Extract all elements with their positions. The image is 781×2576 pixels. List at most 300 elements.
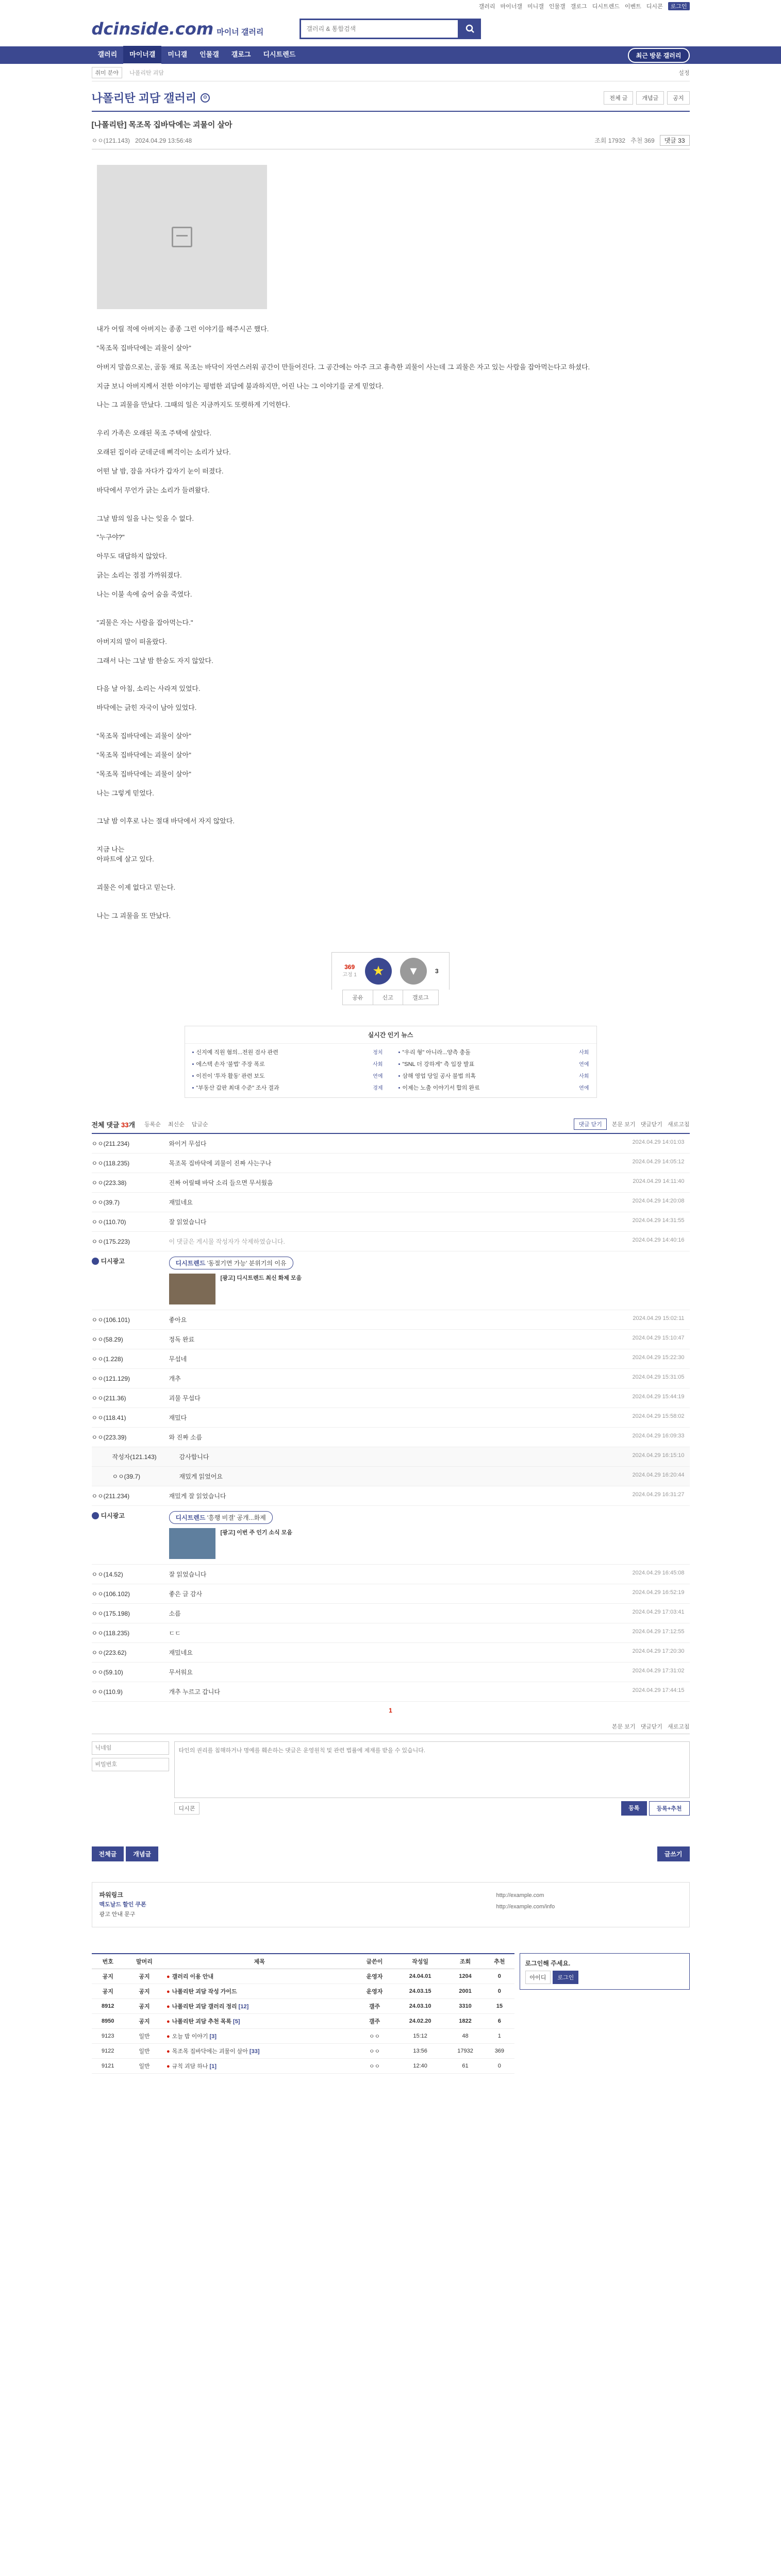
comment-tool-button[interactable]: 본문 보기 bbox=[611, 1122, 636, 1128]
comment-text: 감사합니다 bbox=[179, 1453, 209, 1461]
gallery-tool-button[interactable]: 전체 글 bbox=[604, 91, 633, 105]
comment-nick[interactable]: ㅇㅇ(223.38) bbox=[91, 1179, 127, 1187]
post-image[interactable] bbox=[97, 165, 267, 309]
list-head: 공지 bbox=[124, 1984, 164, 1998]
body-paragraph: 어떤 날 밤, 잠을 자다가 갑자기 눈이 떠졌다. bbox=[96, 467, 224, 475]
list-head: 공지 bbox=[124, 1969, 164, 1984]
main-nav bbox=[0, 46, 781, 64]
logo-main[interactable]: dcinside.com bbox=[91, 19, 214, 39]
top-link[interactable]: 로그인 bbox=[668, 2, 690, 10]
top-link[interactable]: 이벤트 bbox=[624, 4, 641, 10]
comment-nick[interactable]: ㅇㅇ(118.235) bbox=[91, 1160, 130, 1167]
comment-row bbox=[92, 1134, 690, 1154]
comment-row bbox=[92, 1447, 690, 1467]
list-title[interactable] bbox=[164, 1969, 355, 1984]
hot-news-title: 실시간 인기 뉴스 bbox=[185, 1026, 596, 1044]
comment-count-title: 전체 댓글 33개 bbox=[91, 1121, 136, 1129]
login-button[interactable]: 로그인 bbox=[553, 1971, 578, 1984]
list-comment-count: [12] bbox=[238, 2003, 249, 2010]
comment-nick[interactable]: ㅇㅇ(121.129) bbox=[91, 1375, 130, 1382]
gallery-tool-button[interactable]: 개념글 bbox=[636, 91, 664, 105]
post-icon: ● bbox=[166, 2033, 170, 2040]
paragraph-gap bbox=[97, 581, 685, 590]
nav-item[interactable]: 마이너갤 bbox=[123, 46, 161, 65]
comment-date: 2024.04.29 14:40:16 bbox=[632, 1237, 685, 1243]
list-rec: 369 bbox=[485, 2043, 514, 2058]
comment-text: 좋은 글 감사 bbox=[169, 1590, 203, 1598]
comment-nick[interactable]: ㅇㅇ(110.9) bbox=[91, 1688, 123, 1696]
list-title-text[interactable]: 규칙 괴담 하나 bbox=[172, 2063, 208, 2070]
gallery-tools bbox=[604, 91, 689, 105]
comment-row bbox=[92, 1388, 690, 1408]
comment-text: 잘 읽었습니다 bbox=[169, 1218, 207, 1226]
powerlink-item[interactable]: 광고 안내 문구 bbox=[99, 1911, 136, 1918]
comment-tool-button[interactable]: 새로고침 bbox=[667, 1122, 690, 1128]
news-item-badge: 사회 bbox=[579, 1073, 589, 1079]
list-row[interactable] bbox=[92, 2043, 514, 2058]
news-item-text[interactable]: 신지예 직원 혐의...전원 검사 관련 bbox=[196, 1049, 278, 1056]
ad-comment-1[interactable]: 디시광고 디시트렌드 '동절기면 가능' 분위기의 이유 [광고] 디시트렌드 최신 화제 모음 bbox=[92, 1251, 690, 1310]
list-no: 9123 bbox=[92, 2028, 124, 2043]
comment-nick[interactable]: ㅇㅇ(118.235) bbox=[91, 1630, 130, 1637]
body-paragraph: "목조목 집바닥에는 괴물이 살아" bbox=[96, 770, 191, 778]
login-id-button[interactable]: 아이디 bbox=[525, 1971, 551, 1984]
news-item-badge: 경제 bbox=[373, 1085, 383, 1091]
comment-tool-button[interactable]: 댓글 닫기 bbox=[574, 1118, 607, 1130]
dc-logo-icon bbox=[92, 1512, 99, 1519]
body-paragraph: 지금 나는 bbox=[96, 845, 125, 854]
comment-nick[interactable]: ㅇㅇ(106.102) bbox=[91, 1590, 130, 1598]
category-tag[interactable]: 취미 분야 bbox=[92, 67, 123, 78]
comment-date: 2024.04.29 15:22:30 bbox=[632, 1354, 685, 1361]
write-post-button[interactable]: 글쓰기 bbox=[657, 1846, 690, 1861]
gallery-tool-button[interactable]: 공지 bbox=[667, 91, 689, 105]
news-item-text[interactable]: 에스텍 손자 '불법' 주장 폭로 bbox=[196, 1061, 265, 1067]
body-paragraph: 내가 어릴 적에 아버지는 종종 그런 이야기를 해주시곤 했다. bbox=[96, 325, 269, 333]
dccon-button[interactable]: 디시콘 bbox=[174, 1802, 200, 1815]
recommend-up-button[interactable] bbox=[365, 958, 392, 985]
search-button[interactable] bbox=[459, 19, 481, 39]
search-icon bbox=[466, 24, 475, 33]
list-writer[interactable]: 갤주 bbox=[354, 1998, 394, 2013]
list-rec: 6 bbox=[485, 2013, 514, 2028]
breadcrumb[interactable]: 나폴리탄 괴담 bbox=[129, 70, 164, 76]
list-header: 제목 bbox=[164, 1954, 355, 1969]
list-no: 8912 bbox=[92, 1998, 124, 2013]
list-title[interactable] bbox=[164, 2013, 355, 2028]
thumbs-down-icon: ▼ bbox=[408, 964, 419, 977]
paragraph-gap bbox=[97, 694, 685, 703]
body-paragraph: 나는 그렇게 믿었다. bbox=[96, 789, 154, 797]
list-row[interactable] bbox=[92, 2013, 514, 2028]
logo-sub[interactable]: 마이너 갤러리 bbox=[217, 28, 264, 37]
comment-nick[interactable]: ㅇㅇ(110.70) bbox=[91, 1218, 126, 1226]
comment-row bbox=[92, 1154, 690, 1173]
recommend-action-button[interactable]: 신고 bbox=[373, 990, 403, 1005]
list-title-text[interactable]: 나폴리탄 괴담 갤러리 정리 bbox=[172, 2003, 237, 2010]
nav-item[interactable]: 인물갤 bbox=[200, 50, 219, 58]
comment-row: ㅇㅇ(211.234) 재밌게 잘 읽었습니다 2024.04.29 16:31:27 bbox=[92, 1486, 690, 1506]
list-head: 공지 bbox=[124, 1998, 164, 2013]
comment-text: 재밌네요 bbox=[169, 1649, 193, 1656]
recommend-action-button[interactable]: 공유 bbox=[343, 990, 373, 1005]
site-logo[interactable] bbox=[92, 19, 264, 39]
bullet-icon: • bbox=[398, 1049, 401, 1056]
comment-text: 재밌네요 bbox=[169, 1199, 193, 1206]
news-item[interactable] bbox=[192, 1059, 383, 1071]
paragraph-gap bbox=[97, 419, 685, 429]
comment-date: 2024.04.29 17:12:55 bbox=[632, 1629, 685, 1635]
list-title[interactable] bbox=[164, 2058, 355, 2073]
post-icon: ● bbox=[166, 1988, 170, 1995]
list-date: 24.03.10 bbox=[394, 1998, 445, 2013]
comment-text: 와 진짜 소름 bbox=[169, 1434, 203, 1441]
list-views: 61 bbox=[446, 2058, 485, 2073]
paragraph-gap bbox=[97, 477, 685, 486]
body-paragraph: "목조목 집바닥에는 괴물이 살아" bbox=[96, 751, 191, 759]
comment-row bbox=[92, 1193, 690, 1212]
post-head-tag: [나폴리탄] bbox=[91, 121, 127, 129]
comment-text: 잘 읽었습니다 bbox=[169, 1571, 207, 1578]
comment-nick[interactable]: 작성자(121.143) bbox=[112, 1453, 157, 1461]
comment-sort-tab[interactable]: 등록순 bbox=[144, 1122, 161, 1128]
recommend-action-button[interactable]: 갤로그 bbox=[412, 994, 429, 1001]
comment-date: 2024.04.29 17:44:15 bbox=[632, 1687, 685, 1693]
powerlink-title: 파워링크 bbox=[99, 1891, 123, 1899]
recommend-actions bbox=[342, 990, 438, 1005]
list-row[interactable] bbox=[92, 1998, 514, 2013]
paragraph-gap bbox=[97, 372, 685, 382]
comment-row bbox=[92, 1349, 690, 1369]
news-item[interactable] bbox=[398, 1082, 589, 1094]
body-paragraph: 우리 가족은 오래된 목조 주택에 살았다. bbox=[96, 429, 212, 437]
comment-text: 목조목 집바닥에 괴물이 진짜 사는구나 bbox=[169, 1160, 272, 1167]
comment-text: 와이거 무섭다 bbox=[169, 1140, 207, 1147]
powerlink-item[interactable]: 맥도날드 할인 쿠폰 bbox=[99, 1902, 146, 1908]
comment-sort-tab[interactable]: 답글순 bbox=[191, 1122, 208, 1128]
comment-section bbox=[92, 1118, 690, 1816]
reply-list bbox=[92, 1447, 690, 1486]
comment-text: 진짜 어릴때 바닥 소리 들으면 무서웠음 bbox=[169, 1179, 273, 1187]
paragraph-gap bbox=[97, 457, 685, 467]
comment-nick[interactable]: ㅇㅇ(39.7) bbox=[91, 1199, 120, 1206]
comment-nick[interactable]: ㅇㅇ(175.223) bbox=[91, 1238, 130, 1245]
comment-tool-button[interactable]: 댓글닫기 bbox=[640, 1122, 662, 1128]
comment-footer-button[interactable]: 댓글닫기 bbox=[640, 1724, 662, 1730]
submit-recommend-button[interactable]: 등록+추천 bbox=[649, 1801, 690, 1816]
list-head: 일반 bbox=[124, 2028, 164, 2043]
list-comment-count: [1] bbox=[209, 2063, 217, 2070]
post-icon: ● bbox=[166, 1973, 170, 1980]
paragraph-gap bbox=[97, 628, 685, 637]
comment-nick[interactable]: ㅇㅇ(211.36) bbox=[91, 1395, 126, 1402]
news-item-text[interactable]: 이진이 '투자 활동' 관련 보도 bbox=[196, 1073, 265, 1079]
submit-comment-button[interactable]: 등록 bbox=[621, 1801, 646, 1816]
comment-nick[interactable]: ㅇㅇ(118.41) bbox=[91, 1414, 126, 1421]
news-item-text[interactable]: "부동산 갑판 최대 수준" 조사 결과 bbox=[196, 1084, 279, 1091]
post-icon: ● bbox=[166, 2063, 170, 2070]
list-writer[interactable]: 갤주 bbox=[354, 2013, 394, 2028]
comment-nick[interactable]: ㅇㅇ(106.101) bbox=[91, 1316, 130, 1324]
post-title bbox=[92, 119, 690, 130]
board-list-table bbox=[92, 1953, 514, 2074]
post-date: 2024.04.29 13:56:48 bbox=[135, 137, 192, 144]
list-date: 15:12 bbox=[394, 2028, 445, 2043]
top-bar bbox=[0, 0, 781, 11]
broken-image-icon bbox=[172, 227, 192, 247]
list-writer[interactable]: ㅇㅇ bbox=[354, 2058, 394, 2073]
dc-logo-icon bbox=[92, 1258, 99, 1265]
comment-date: 2024.04.29 17:31:02 bbox=[632, 1668, 685, 1674]
star-icon: ★ bbox=[372, 963, 385, 979]
top-link[interactable]: 마이너갤 bbox=[500, 4, 523, 10]
list-no: 9121 bbox=[92, 2058, 124, 2073]
comment-sort-tab[interactable]: 최신순 bbox=[168, 1122, 185, 1128]
powerlink-url[interactable]: http://example.com bbox=[496, 1892, 544, 1899]
list-row[interactable] bbox=[92, 1984, 514, 1998]
comment-nick[interactable]: ㅇㅇ(58.29) bbox=[91, 1336, 123, 1343]
news-item[interactable] bbox=[398, 1071, 589, 1082]
paragraph-gap bbox=[97, 609, 685, 618]
search-bar bbox=[300, 19, 481, 39]
list-no: 9122 bbox=[92, 2043, 124, 2058]
news-item[interactable] bbox=[192, 1047, 383, 1059]
comment-text: 괴물 무섭다 bbox=[169, 1395, 201, 1402]
list-title-text[interactable]: 오늘 밤 이야기 bbox=[172, 2033, 208, 2040]
news-item-text[interactable]: 삼해 영업 당일 공사 불법 의혹 bbox=[402, 1073, 476, 1079]
paragraph-gap bbox=[97, 902, 685, 911]
news-item-text[interactable]: "우리 형" 아니라...양측 충돌 bbox=[402, 1049, 471, 1056]
list-title[interactable] bbox=[164, 2028, 355, 2043]
list-title-text[interactable]: 나폴리탄 괴담 작성 가이드 bbox=[172, 1988, 237, 1995]
gallery-title[interactable]: 나폴리탄 괴담 갤러리 bbox=[91, 92, 196, 105]
comment-date: 2024.04.29 14:31:55 bbox=[632, 1217, 685, 1224]
comment-date: 2024.04.29 14:11:40 bbox=[633, 1178, 685, 1184]
ad-thumbnail[interactable] bbox=[169, 1274, 215, 1304]
top-link[interactable]: 미니갤 bbox=[527, 4, 544, 10]
comment-nick[interactable]: ㅇㅇ(223.62) bbox=[91, 1649, 127, 1656]
recent-gallery-button[interactable]: 최근 방문 갤러리 bbox=[628, 48, 690, 63]
list-buttons bbox=[92, 1846, 690, 1861]
password-input[interactable] bbox=[92, 1758, 169, 1771]
nickname-input[interactable] bbox=[92, 1741, 169, 1755]
comment-textarea[interactable] bbox=[174, 1741, 690, 1798]
recommend-down-button[interactable] bbox=[400, 958, 427, 985]
list-rec: 0 bbox=[485, 2058, 514, 2073]
list-date: 24.02.20 bbox=[394, 2013, 445, 2028]
comment-date: 2024.04.29 16:15:10 bbox=[632, 1452, 685, 1459]
comment-nick[interactable]: ㅇㅇ(211.234) bbox=[91, 1140, 130, 1147]
news-item-badge: 정치 bbox=[373, 1049, 383, 1056]
gear-icon[interactable]: ⚙ bbox=[201, 93, 210, 103]
search-input[interactable] bbox=[300, 19, 459, 39]
post-body bbox=[92, 149, 690, 931]
comment-date: 2024.04.29 15:31:05 bbox=[632, 1374, 685, 1380]
list-row[interactable] bbox=[92, 1969, 514, 1984]
comment-row bbox=[92, 1623, 690, 1643]
comment-nick[interactable]: ㅇㅇ(59.10) bbox=[91, 1669, 123, 1676]
post-header bbox=[92, 112, 690, 149]
post-title-text: 목조목 집바닥에는 괴물이 살아 bbox=[128, 121, 232, 129]
body-paragraph: 그날 밤 이후로 나는 절대 바닥에서 자지 않았다. bbox=[96, 817, 235, 825]
post-body-text bbox=[97, 325, 685, 921]
comment-nick[interactable]: ㅇㅇ(223.39) bbox=[91, 1434, 127, 1441]
post-meta bbox=[92, 135, 690, 146]
paragraph-gap bbox=[97, 562, 685, 571]
body-paragraph: 괴물은 이제 없다고 믿는다. bbox=[96, 883, 176, 891]
news-item-badge: 연예 bbox=[579, 1085, 589, 1091]
body-paragraph: 그날 밤의 일을 나는 잊을 수 없다. bbox=[96, 514, 194, 522]
list-no: 8950 bbox=[92, 2013, 124, 2028]
body-paragraph: 지금 보니 아버지께서 전한 이야기는 평범한 괴담에 불과하지만, 어린 나는 그 이야기를 굳게 믿었다. bbox=[96, 382, 384, 390]
body-paragraph: 나는 그 괴물을 또 만났다. bbox=[96, 911, 171, 920]
news-item-text[interactable]: 이제는 노출 이야기서 합의 완료 bbox=[402, 1084, 480, 1091]
body-paragraph: 바닥에는 긁힌 자국이 남아 있었다. bbox=[96, 704, 197, 712]
news-item-badge: 연예 bbox=[579, 1061, 589, 1067]
bullet-icon: • bbox=[398, 1084, 401, 1091]
paragraph-gap bbox=[97, 826, 685, 836]
list-header: 글쓴이 bbox=[354, 1954, 394, 1969]
comment-list bbox=[92, 1134, 690, 1251]
list-title-text[interactable]: 목조목 집바닥에는 괴물이 살아 bbox=[172, 2048, 248, 2055]
top-links bbox=[479, 2, 690, 10]
list-rec: 15 bbox=[485, 1998, 514, 2013]
post-icon: ● bbox=[166, 2048, 170, 2055]
paragraph-gap bbox=[97, 647, 685, 656]
top-link[interactable]: 갤로그 bbox=[570, 4, 587, 10]
comment-row bbox=[92, 1232, 690, 1251]
list-header: 번호 bbox=[92, 1954, 124, 1969]
list-title-text[interactable]: 나폴리탄 괴담 추천 목록 bbox=[172, 2018, 232, 2025]
list-rec: 1 bbox=[485, 2028, 514, 2043]
news-item[interactable] bbox=[192, 1082, 383, 1094]
comment-row bbox=[92, 1565, 690, 1584]
list-row[interactable] bbox=[92, 2058, 514, 2073]
post-comments-button[interactable]: 댓글 33 bbox=[660, 135, 690, 146]
list-writer[interactable]: 운영자 bbox=[354, 1969, 394, 1984]
comment-date: 2024.04.29 16:52:19 bbox=[632, 1589, 685, 1596]
comment-row bbox=[92, 1408, 690, 1428]
post-recommend: 추천 369 bbox=[630, 137, 655, 144]
comment-date: 2024.04.29 17:03:41 bbox=[632, 1609, 685, 1615]
comment-nick[interactable]: ㅇㅇ(175.198) bbox=[91, 1610, 130, 1617]
post-icon: ● bbox=[166, 2003, 170, 2010]
nav-item[interactable]: 갤러리 bbox=[97, 50, 118, 58]
list-title[interactable] bbox=[164, 1998, 355, 2013]
list-head: 일반 bbox=[124, 2043, 164, 2058]
body-paragraph: 아버지의 말이 떠올랐다. bbox=[96, 637, 167, 646]
body-paragraph: "목조목 집바닥에는 괴물이 살아" bbox=[96, 344, 191, 352]
comment-nick[interactable]: ㅇㅇ(1.228) bbox=[91, 1355, 123, 1363]
comment-text: 좋아요 bbox=[169, 1316, 187, 1324]
top-link[interactable]: 디시콘 bbox=[646, 4, 663, 10]
comment-footer-button[interactable]: 새로고침 bbox=[667, 1724, 690, 1730]
hot-news-left bbox=[192, 1047, 383, 1094]
list-head: 공지 bbox=[124, 2013, 164, 2028]
comment-text: 무서워요 bbox=[169, 1669, 193, 1676]
list-date: 24.03.15 bbox=[394, 1984, 445, 1998]
comment-page-number[interactable]: 1 bbox=[389, 1707, 392, 1714]
paragraph-gap bbox=[97, 353, 685, 363]
comment-nick[interactable]: ㅇㅇ(39.7) bbox=[112, 1473, 141, 1480]
news-item[interactable] bbox=[398, 1059, 589, 1071]
recommend-down-count: 3 bbox=[435, 967, 439, 975]
paragraph-gap bbox=[97, 438, 685, 448]
nav-item[interactable]: 미니갤 bbox=[168, 50, 188, 58]
comment-row bbox=[92, 1584, 690, 1604]
list-views: 2001 bbox=[446, 1984, 485, 1998]
body-paragraph: 아파트에 살고 있다. bbox=[96, 855, 154, 863]
list-date: 24.04.01 bbox=[394, 1969, 445, 1984]
powerlink-url[interactable]: http://example.com/info bbox=[496, 1904, 555, 1910]
news-item-text[interactable]: "SNL 더 강하게" 측 입장 발표 bbox=[402, 1061, 475, 1067]
paragraph-gap bbox=[97, 874, 685, 883]
ad-comment-2[interactable]: 디시광고 디시트렌드 '흥행 비결' 공개...화제 [광고] 이번 주 인기 소식 모음 bbox=[92, 1506, 690, 1565]
comment-row bbox=[92, 1467, 690, 1486]
comment-date: 2024.04.29 15:10:47 bbox=[632, 1335, 685, 1341]
comment-row bbox=[92, 1604, 690, 1623]
body-paragraph: 다음 날 아침, 소리는 사라져 있었다. bbox=[96, 685, 201, 693]
list-writer[interactable]: ㅇㅇ bbox=[354, 2028, 394, 2043]
recommend-box bbox=[92, 952, 690, 1005]
list-title-text[interactable]: 갤러리 이용 안내 bbox=[172, 1973, 214, 1980]
list-title[interactable] bbox=[164, 1984, 355, 1998]
paragraph-gap bbox=[97, 496, 685, 505]
nav-item[interactable]: 디시트렌드 bbox=[263, 50, 296, 58]
news-item-badge: 연예 bbox=[373, 1073, 383, 1079]
list-header: 작성일 bbox=[394, 1954, 445, 1969]
comment-footer bbox=[92, 1719, 690, 1734]
paragraph-gap bbox=[97, 391, 685, 400]
comment-date: 2024.04.29 16:20:44 bbox=[632, 1472, 685, 1478]
login-box bbox=[520, 1953, 690, 1990]
ad-thumbnail[interactable] bbox=[169, 1528, 215, 1559]
nav-item[interactable]: 갤로그 bbox=[231, 50, 251, 58]
paragraph-gap bbox=[97, 865, 685, 874]
hot-posts-button[interactable]: 개념글 bbox=[126, 1846, 158, 1861]
comment-text: 이 댓글은 게시물 작성자가 삭제하였습니다. bbox=[169, 1238, 285, 1245]
list-writer[interactable]: 운영자 bbox=[354, 1984, 394, 1998]
comment-text: 소름 bbox=[169, 1610, 181, 1617]
paragraph-gap bbox=[97, 600, 685, 609]
comment-row bbox=[92, 1682, 690, 1702]
body-paragraph: "괴물은 자는 사람을 잡아먹는다." bbox=[96, 618, 193, 626]
comment-date: 2024.04.29 15:58:02 bbox=[632, 1413, 685, 1419]
all-posts-button[interactable]: 전체글 bbox=[92, 1846, 124, 1861]
list-writer[interactable]: ㅇㅇ bbox=[354, 2043, 394, 2058]
list-rec: 0 bbox=[485, 1969, 514, 1984]
top-link[interactable]: 갤러리 bbox=[478, 4, 495, 10]
list-views: 3310 bbox=[446, 1998, 485, 2013]
top-link[interactable]: 디시트렌드 bbox=[592, 4, 620, 10]
news-item[interactable] bbox=[398, 1047, 589, 1059]
paragraph-gap bbox=[97, 760, 685, 770]
comment-footer-button[interactable]: 본문 보기 bbox=[611, 1724, 636, 1730]
list-comment-count: [5] bbox=[233, 2018, 240, 2025]
list-title[interactable] bbox=[164, 2043, 355, 2058]
bullet-icon: • bbox=[398, 1073, 401, 1079]
comment-tools bbox=[574, 1118, 689, 1130]
top-link[interactable]: 인물갤 bbox=[549, 4, 566, 10]
post-writer[interactable]: ㅇㅇ(121.143) bbox=[91, 137, 130, 144]
news-item[interactable] bbox=[192, 1071, 383, 1082]
login-title: 로그인해 주세요. bbox=[525, 1959, 571, 1967]
comment-date: 2024.04.29 16:45:08 bbox=[632, 1570, 685, 1576]
comment-nick[interactable]: ㅇㅇ(14.52) bbox=[91, 1571, 123, 1578]
list-head: 일반 bbox=[124, 2058, 164, 2073]
list-row[interactable] bbox=[92, 2028, 514, 2043]
settings-link[interactable]: 설정 bbox=[678, 70, 690, 76]
